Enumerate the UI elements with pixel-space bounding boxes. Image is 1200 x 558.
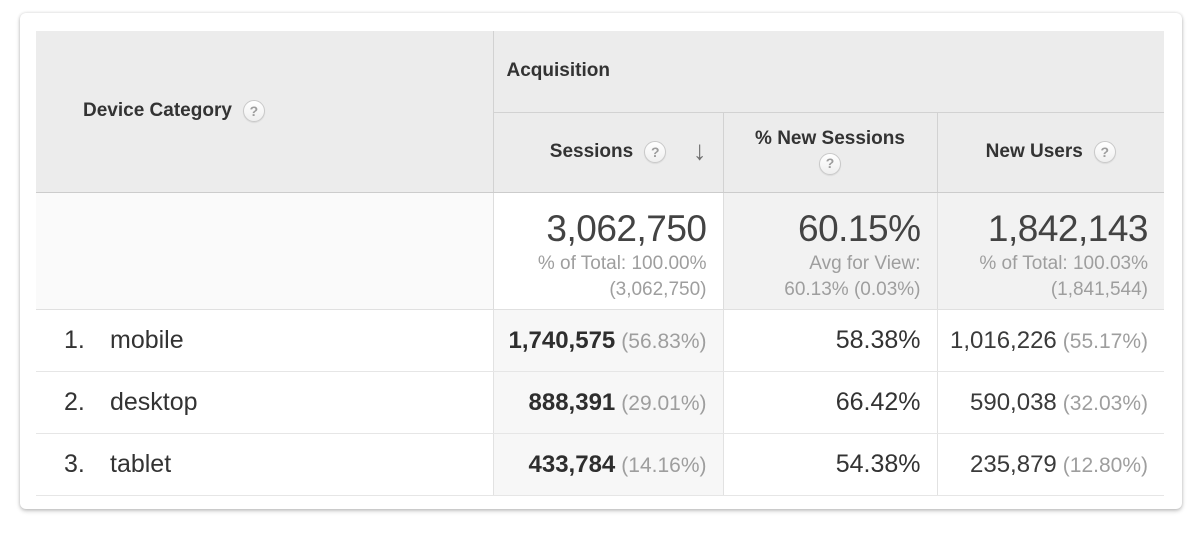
new-users-share: (12.80%): [1062, 453, 1148, 477]
help-icon[interactable]: ?: [243, 100, 265, 122]
new-users-total-value: 1,842,143: [987, 207, 1148, 249]
totals-sessions-cell: [493, 192, 723, 309]
acquisition-group-header: [493, 31, 1164, 112]
new-users-share: (55.17%): [1062, 329, 1148, 353]
table-row-desktop: [36, 371, 1164, 433]
new-users-total-note2: (1,841,544): [1050, 279, 1148, 301]
new-users-share: (32.03%): [1062, 391, 1148, 415]
sessions-share: (14.16%): [621, 453, 707, 477]
new-users-value: 590,038: [970, 388, 1057, 416]
device-name-cell: [36, 309, 493, 371]
percent-new-sessions-total-note: Avg for View:: [809, 253, 921, 275]
percent-new-sessions-cell: 66.42%: [723, 371, 937, 433]
sessions-cell: [493, 309, 723, 371]
column-header-new-users[interactable]: [937, 112, 1164, 192]
help-icon[interactable]: ?: [644, 141, 666, 163]
device-category-table: [36, 31, 1164, 496]
table-row-tablet: [36, 433, 1164, 495]
percent-new-sessions-cell: 58.38%: [723, 309, 937, 371]
totals-percent-new-sessions-cell: [723, 192, 937, 309]
sessions-total-note: % of Total: 100.00%: [537, 253, 707, 275]
sessions-value: 1,740,575: [508, 326, 616, 354]
device-name: tablet: [110, 449, 172, 478]
help-icon[interactable]: ?: [819, 153, 841, 175]
new-users-cell: [937, 433, 1164, 495]
new-users-value: 1,016,226: [950, 326, 1057, 354]
sessions-total-value: 3,062,750: [546, 207, 707, 249]
new-users-value: 235,879: [970, 450, 1057, 478]
sessions-cell: [493, 433, 723, 495]
sort-descending-icon[interactable]: ↓: [693, 135, 707, 166]
totals-row: [36, 192, 1164, 309]
sessions-cell: [493, 371, 723, 433]
help-icon[interactable]: ?: [1094, 141, 1116, 163]
device-name: desktop: [110, 387, 198, 416]
sessions-share: (29.01%): [621, 391, 707, 415]
device-category-header-label: Device Category: [83, 100, 232, 122]
row-index: 3.: [64, 449, 85, 478]
analytics-report-page: [20, 13, 1182, 509]
sessions-value: 888,391: [528, 388, 616, 416]
new-users-cell: [937, 309, 1164, 371]
column-header-percent-new-sessions[interactable]: [723, 112, 937, 192]
new-users-cell: [937, 371, 1164, 433]
percent-new-sessions-total-value: 60.15%: [798, 207, 921, 249]
row-index: 2.: [64, 387, 85, 416]
totals-device-cell: [36, 192, 493, 309]
group-header-row: [36, 31, 1164, 112]
device-name: mobile: [110, 325, 184, 354]
new-users-total-note: % of Total: 100.03%: [979, 253, 1148, 275]
sessions-header-label: Sessions: [549, 141, 634, 162]
sessions-share: (56.83%): [621, 329, 707, 353]
sessions-total-note2: (3,062,750): [609, 279, 707, 301]
acquisition-header-label: Acquisition: [506, 60, 610, 82]
percent-new-sessions-header-label: % New Sessions: [755, 128, 905, 150]
new-users-header-label: New Users: [985, 141, 1083, 162]
percent-new-sessions-total-note2: 60.13% (0.03%): [784, 279, 921, 301]
column-header-sessions[interactable]: [493, 112, 723, 192]
percent-new-sessions-cell: 54.38%: [723, 433, 937, 495]
device-name-cell: [36, 433, 493, 495]
row-index: 1.: [64, 325, 85, 354]
totals-new-users-cell: [937, 192, 1164, 309]
sessions-value: 433,784: [528, 450, 616, 478]
column-header-device-category[interactable]: [36, 31, 493, 192]
device-name-cell: [36, 371, 493, 433]
table-row-mobile: [36, 309, 1164, 371]
